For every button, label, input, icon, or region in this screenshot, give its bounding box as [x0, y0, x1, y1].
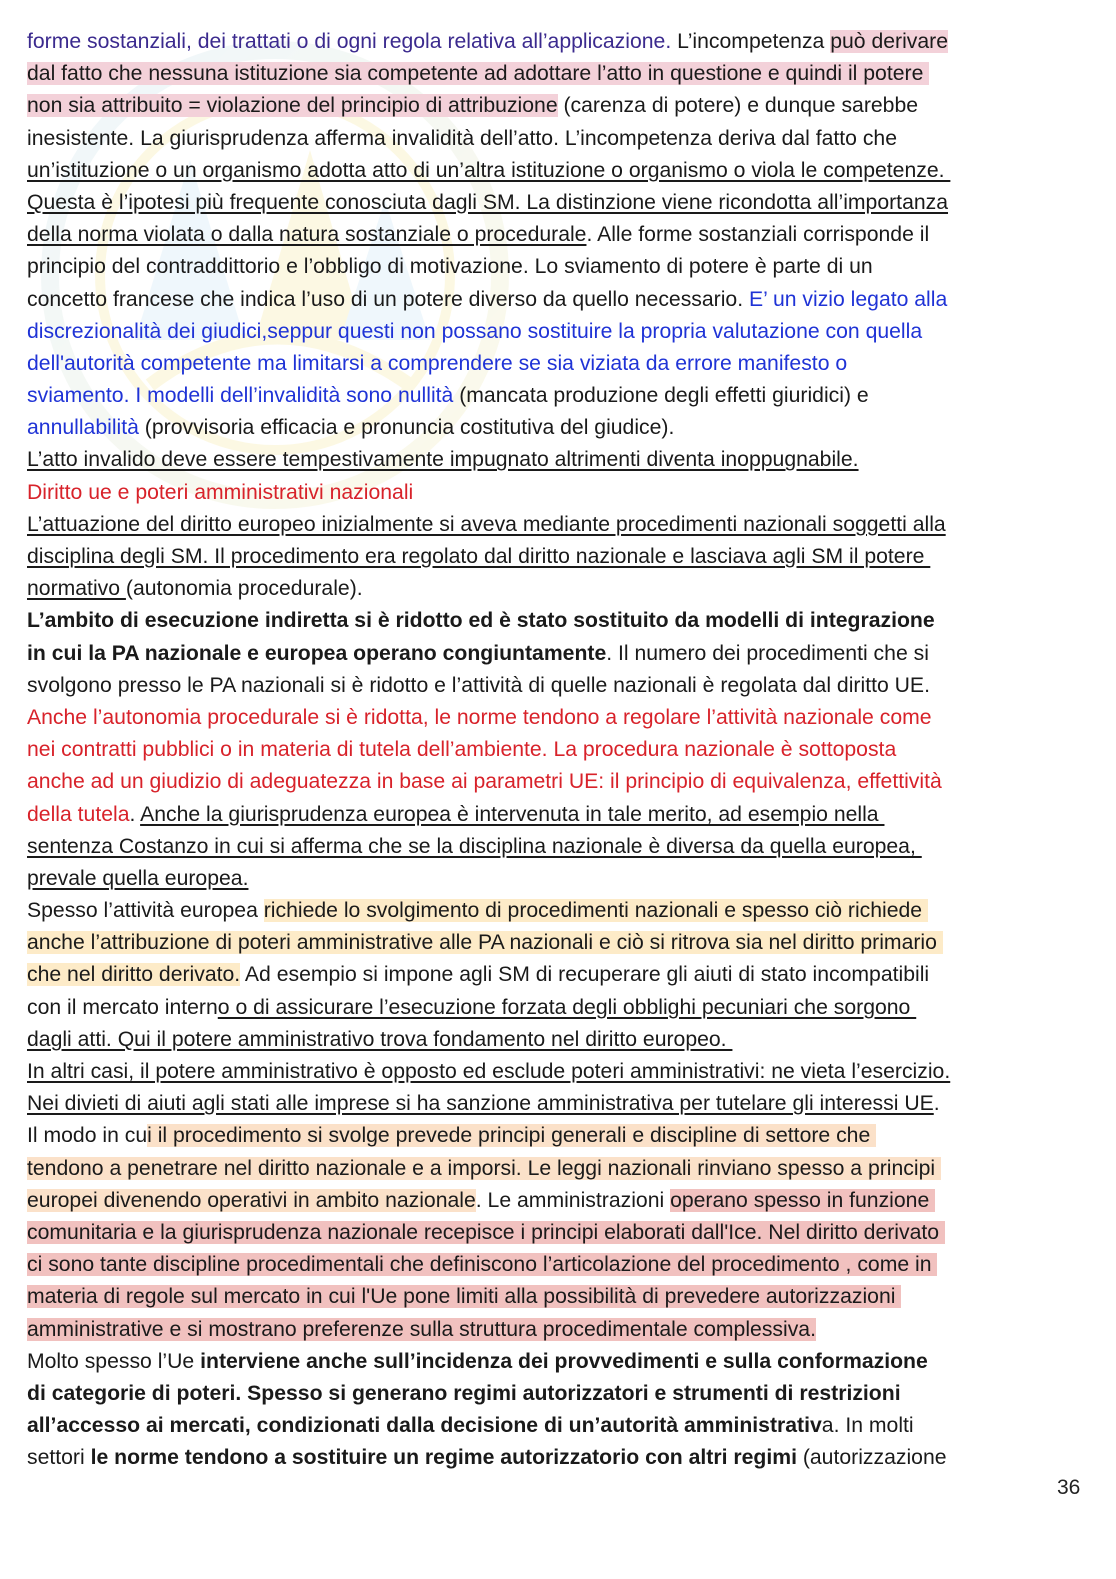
text-segment: Anche l’autonomia procedurale si è ridotta, le norme tendono a regolare l’attività nazionale come — [27, 705, 932, 729]
text-segment: normativo — [27, 577, 126, 601]
text-line — [27, 766, 1089, 798]
text-segment: ci sono tante discipline procedimentali che definiscono l’articolazione del procedimento , come in — [27, 1253, 938, 1277]
text-segment: anche ad un giudizio di adeguatezza in base ai parametri UE: il principio di equivalenza, effettività — [27, 770, 942, 794]
text-line — [27, 1024, 1089, 1056]
text-segment: un’istituzione o un organismo adotta atto di un’altra istituzione o organismo o viola le competenze. — [27, 158, 951, 182]
text-segment: L’atto invalido deve essere tempestivamente impugnato altrimenti diventa inoppugnabile. — [27, 448, 859, 472]
text-segment: può derivare — [830, 30, 949, 53]
text-line — [27, 1056, 1089, 1088]
text-segment: anche l’attribuzione di poteri amministrative alle PA nazionali e ciò si ritrova sia nel diritto primario — [27, 931, 943, 955]
text-line — [27, 670, 1089, 702]
page-number: 36 — [1057, 1476, 1081, 1499]
text-line — [27, 348, 1089, 380]
text-segment: L’ambito di esecuzione indiretta si è ridotto ed è stato sostituito da modelli di integrazione — [27, 609, 935, 633]
text-segment: a. In molti — [821, 1414, 914, 1438]
text-segment: tendono a penetrare nel diritto nazionale e a imporsi. Le leggi nazionali rinviano spesso a principi — [27, 1156, 941, 1180]
text-segment: (mancata produzione degli effetti giuridici) e — [453, 384, 869, 408]
text-line — [27, 605, 1089, 637]
text-line — [27, 1378, 1089, 1410]
text-segment: europei divenendo operativi in ambito nazionale — [27, 1188, 476, 1212]
text-line — [27, 477, 1089, 509]
text-segment: sviamento. I modelli dell’invalidità sono nullità — [27, 384, 454, 408]
text-line — [27, 316, 1089, 348]
text-line — [27, 412, 1089, 444]
text-line — [27, 959, 1089, 991]
text-line — [27, 1410, 1089, 1442]
text-line — [27, 992, 1089, 1024]
text-segment: Ad esempio si impone agli SM di recuperare gli aiuti di stato incompatibili — [240, 963, 930, 987]
text-line — [27, 1088, 1089, 1120]
text-segment: prevale quella europea. — [27, 866, 249, 890]
text-segment: inesistente. La giurisprudenza afferma invalidità dell’atto. L’incompetenza deriva dal fatto che — [27, 126, 898, 150]
text-line — [27, 284, 1089, 316]
text-segment: Molto spesso l’Ue — [27, 1349, 201, 1373]
text-segment: . Le amministrazioni — [475, 1188, 671, 1212]
text-segment: della norma violata o dalla natura sostanziale o procedurale — [27, 223, 587, 247]
text-segment: della tutela — [27, 802, 130, 826]
text-line — [27, 1217, 1089, 1249]
text-segment: Diritto ue e poteri amministrativi nazionali — [27, 480, 414, 504]
text-segment: svolgono presso le PA nazionali si è ridotto e l’attività di quelle nazionali è regolata dal diritto UE. — [27, 673, 930, 697]
text-segment: principio del contraddittorio e l’obbligo di motivazione. Lo sviamento di potere è parte di un — [27, 255, 873, 279]
text-segment: interviene anche sull’incidenza dei provvedimenti e sulla conformazione — [200, 1349, 928, 1373]
text-segment: materia di regole sul mercato in cui l'Ue pone limiti alla possibilità di prevedere autorizzazioni — [27, 1285, 902, 1309]
text-segment: i il procedimento si svolge prevede principi generali e discipline di settore che — [147, 1124, 877, 1148]
text-line — [27, 1153, 1089, 1185]
text-segment: annullabilità — [27, 416, 139, 440]
text-line — [27, 1281, 1089, 1313]
text-line — [27, 219, 1089, 251]
text-segment: che nel diritto derivato. — [27, 963, 241, 987]
document-body — [27, 26, 1089, 1474]
text-line — [27, 509, 1089, 541]
text-segment: In altri casi, il potere amministrativo è opposto ed esclude poteri amministrativi: ne vieta l’esercizio. — [27, 1060, 951, 1083]
text-line — [27, 58, 1089, 90]
text-segment: (carenza di potere) e dunque sarebbe — [557, 94, 919, 118]
text-line — [27, 799, 1089, 831]
text-segment: amministrative e si mostrano preferenze sulla struttura procedimentale complessiva. — [27, 1317, 816, 1341]
text-segment: in cui la PA nazionale e europea operano congiuntamente — [27, 641, 607, 665]
text-line — [27, 444, 1089, 476]
text-segment: nei contratti pubblici o in materia di tutela dell’ambiente. La procedura nazionale è sottoposta — [27, 738, 897, 762]
text-segment: concetto francese che indica l’uso di un potere diverso da quello necessario. — [27, 287, 749, 311]
text-segment: Nei divieti di aiuti agli stati alle imprese si ha sanzione amministrativa per tutelare gli interessi UE — [27, 1092, 934, 1116]
text-segment: Il modo in cu — [27, 1124, 148, 1148]
text-line — [27, 1314, 1089, 1346]
text-segment: operano spesso in funzione — [670, 1188, 936, 1212]
text-segment: di categorie di poteri. Spesso si generano regimi autorizzatori e strumenti di restrizioni — [27, 1381, 901, 1405]
text-segment: settori — [27, 1446, 91, 1470]
text-segment: (provvisoria efficacia e pronuncia costitutiva del giudice). — [138, 416, 675, 440]
text-line — [27, 123, 1089, 155]
text-segment: (autorizzazione — [796, 1446, 947, 1470]
text-line — [27, 155, 1089, 187]
text-line — [27, 251, 1089, 283]
text-segment: richiede lo svolgimento di procedimenti nazionali e spesso ciò richiede — [263, 899, 928, 923]
text-segment: . Il numero dei procedimenti che si — [606, 641, 929, 665]
text-segment: non sia attribuito = violazione del principio di attribuzione — [27, 94, 558, 118]
text-segment: . — [933, 1092, 940, 1116]
text-segment: dell'autorità competente ma limitarsi a comprendere se sia viziata da errore manifesto o — [27, 351, 848, 375]
text-line — [27, 734, 1089, 766]
text-line — [27, 1120, 1089, 1152]
text-segment: sentenza Costanzo in cui si afferma che se la disciplina nazionale è diversa da quella europea, — [27, 834, 922, 858]
text-segment: all’accesso ai mercati, condizionati dalla decisione di un’autorità amministrativ — [27, 1414, 822, 1438]
text-segment: L’attuazione del diritto europeo inizialmente si aveva mediante procedimenti nazionali soggetti alla — [27, 512, 946, 536]
text-line — [27, 573, 1089, 605]
text-segment: disciplina degli SM. Il procedimento era regolato dal diritto nazionale e lasciava agli SM il potere — [27, 545, 931, 568]
text-line — [27, 638, 1089, 670]
text-segment: dal fatto che nessuna istituzione sia competente ad adottare l’atto in questione e quindi il potere — [27, 62, 930, 86]
text-segment: discrezionalità dei giudici,seppur questi non possano sostituire la propria valutazione con quella — [27, 319, 923, 343]
text-segment: . — [129, 802, 141, 826]
text-segment: o o di assicurare l’esecuzione forzata degli obblighi pecuniari che sorgono — [217, 995, 917, 1019]
text-segment: dagli atti. Qui il potere amministrativo trova fondamento nel diritto europeo. — [27, 1027, 733, 1051]
text-segment: E’ un vizio legato alla — [749, 287, 948, 311]
text-segment: Questa è l’ipotesi più frequente conosciuta dagli SM. La distinzione viene ricondotta all’importanza — [27, 190, 949, 214]
text-segment: comunitaria e la giurisprudenza nazionale recepisce i principi elaborati dall'Ice. Nel diritto derivato — [27, 1220, 945, 1244]
text-line — [27, 380, 1089, 412]
text-line — [27, 187, 1089, 219]
text-segment: con il mercato intern — [27, 995, 218, 1019]
text-segment: L’incompetenza — [671, 30, 831, 53]
text-segment: Spesso l’attività europea — [27, 899, 264, 923]
text-line — [27, 26, 1089, 58]
text-line — [27, 863, 1089, 895]
text-line — [27, 1442, 1089, 1474]
text-line — [27, 90, 1089, 122]
text-segment: Anche la giurisprudenza europea è intervenuta in tale merito, ad esempio nella — [140, 802, 885, 826]
text-segment: . Alle forme sostanziali corrisponde il — [586, 223, 930, 247]
text-segment: le norme tendono a sostituire un regime autorizzatorio con altri regimi — [90, 1446, 797, 1470]
text-line — [27, 895, 1089, 927]
text-line — [27, 831, 1089, 863]
text-line — [27, 927, 1089, 959]
text-line — [27, 702, 1089, 734]
text-line — [27, 541, 1089, 573]
text-line — [27, 1185, 1089, 1217]
text-line — [27, 1249, 1089, 1281]
text-line — [27, 1346, 1089, 1378]
text-segment: (autonomia procedurale). — [125, 577, 363, 601]
text-segment: forme sostanziali, dei trattati o di ogni regola relativa all’applicazione. — [27, 30, 672, 53]
